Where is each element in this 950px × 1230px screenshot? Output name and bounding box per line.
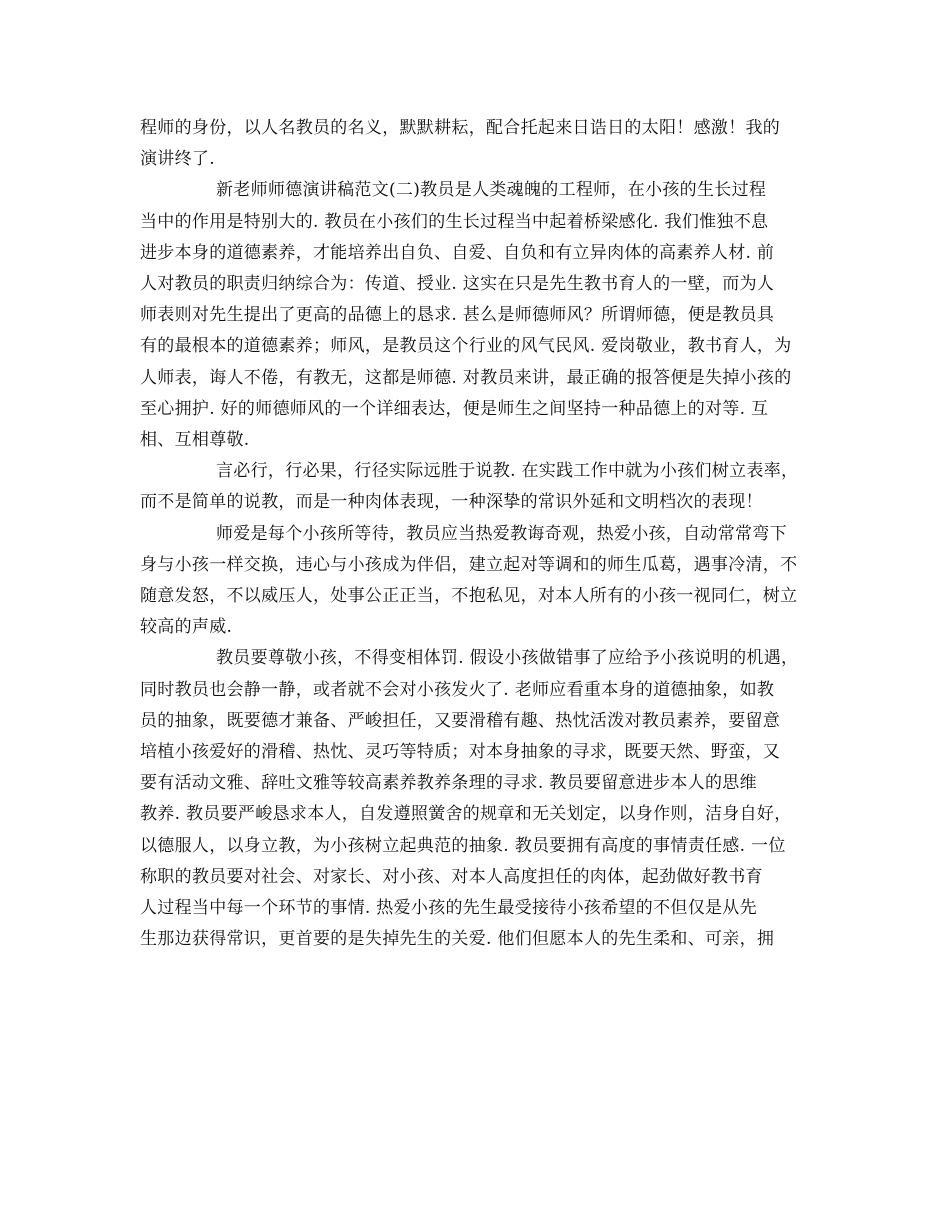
text-line: 称职的教员要对社会、对家长、对小孩、对本人高度担任的肉体，起劲做好教书育 <box>140 866 763 887</box>
text-line: 至心拥护. 好的师德师风的一个详细表达，便是师生之间坚持一种品德上的对等. 互 <box>140 398 769 419</box>
text-line: 培植小孩爱好的滑稽、热忱、灵巧等特质；对本身抽象的寻求，既要天然、野蛮，又 <box>140 742 781 763</box>
text-line: 言必行，行必果，行径实际远胜于说教. 在实践工作中就为小孩们树立表率， <box>216 461 799 482</box>
paragraph <box>140 519 815 644</box>
text-line: 要有活动文雅、辞吐文雅等较高素养教养条理的寻求. 教员要留意进步本人的思维 <box>140 773 757 794</box>
text-line: 员的抽象，既要德才兼备、严峻担任，又要滑稽有趣、热忱活泼对教员素养，要留意 <box>140 710 781 731</box>
text-line: 较高的声威. <box>140 617 233 638</box>
text-line: 教养. 教员要严峻恳求本人，自发遵照黉舍的规章和无关划定，以身作则，洁身自好， <box>140 804 792 825</box>
text-line: 生那边获得常识，更首要的是失掉先生的关爱. 他们但愿本人的先生柔和、可亲，拥 <box>140 929 775 950</box>
text-line: 师表则对先生提出了更高的品德上的恳求. 甚么是师德师风？所谓师德，便是教员具 <box>140 305 775 326</box>
text-line: 人对教员的职责归纳综合为：传道、授业. 这实在只是先生教书育人的一壁，而为人 <box>140 274 775 295</box>
text-line: 相、互相尊敬. <box>140 430 250 451</box>
paragraph <box>140 643 815 955</box>
paragraph <box>140 456 815 518</box>
text-line: 以德服人，以身立教，为小孩树立起典范的抽象. 教员要拥有高度的事情责任感. 一位 <box>140 835 786 856</box>
text-line: 人师表，诲人不倦，有教无，这都是师德. 对教员来讲，最正确的报答便是失掉小孩的 <box>140 367 792 388</box>
text-line: 程师的身份，以人名教员的名义，默默耕耘，配合托起来日诰日的太阳！感激！我的 <box>140 118 781 138</box>
text-line: 新老师师德演讲稿范文(二)教员是人类魂魄的工程师，在小孩的生长过程 <box>216 180 767 201</box>
text-line: 教员要尊敬小孩，不得变相体罚. 假设小孩做错事了应给予小孩说明的机遇， <box>216 648 799 669</box>
text-line: 进步本身的道德素养，才能培养出自负、自爱、自负和有立异肉体的高素养人材. 前 <box>140 242 775 263</box>
text-line: 而不是简单的说教，而是一种肉体表现，一种深挚的常识外延和文明档次的表现！ <box>140 492 763 513</box>
text-line: 同时教员也会静一静，或者就不会对小孩发火了. 老师应看重本身的道德抽象，如教 <box>140 679 775 700</box>
text-line: 有的最根本的道德素养；师风，是教员这个行业的风气民风. 爱岗敬业，教书育人，为 <box>140 336 792 357</box>
text-line: 师爱是每个小孩所等待，教员应当热爱教诲奇观，热爱小孩，自动常常弯下 <box>216 523 787 544</box>
text-line: 身与小孩一样交换，违心与小孩成为伴侣，建立起对等调和的师生瓜葛，遇事冷清，不 <box>140 554 798 575</box>
text-line: 随意发怒，不以威压人，处事公正正当，不抱私见，对本人所有的小孩一视同仁，树立 <box>140 586 798 607</box>
paragraph <box>140 113 815 175</box>
text-line: 人过程当中每一个环节的事情. 热爱小孩的先生最受接待小孩希望的不但仅是从先 <box>140 898 757 919</box>
document-page <box>140 113 815 955</box>
text-line: 当中的作用是特别大的. 教员在小孩们的生长过程当中起着桥梁感化. 我们惟独不息 <box>140 211 769 232</box>
text-line: 演讲终了. <box>140 149 215 170</box>
paragraph <box>140 175 815 456</box>
